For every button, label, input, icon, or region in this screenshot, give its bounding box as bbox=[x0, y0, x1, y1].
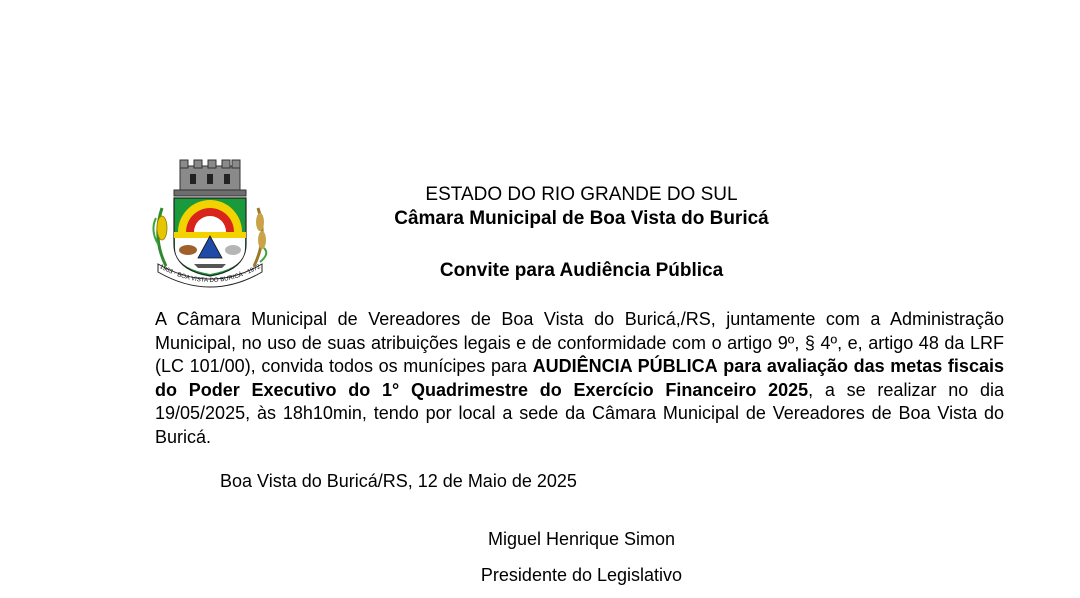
ribbon-text: 1963 · BOA VISTA DO BURICÁ · 1972 bbox=[158, 263, 262, 285]
body-bold-purpose: para avaliação das metas fiscais do Poder Executivo do 1° Quadrimestre do Exercício Financeiro 2025 bbox=[155, 356, 1004, 400]
shield-icon bbox=[174, 198, 246, 276]
document-title: Convite para Audiência Pública bbox=[439, 260, 724, 281]
chamber-name: Câmara Municipal de Boa Vista do Buricá bbox=[394, 208, 769, 229]
body-text-part-3: , a se realizar no dia 19/05/2025, às 18h10min, tendo por local a sede da Câmara Municipal de Vereadores de Boa Vista do Buricá. bbox=[155, 379, 1004, 447]
invitation-paragraph bbox=[155, 308, 1004, 450]
place-and-date: Boa Vista do Buricá/RS, 12 de Maio de 2025 bbox=[220, 471, 577, 491]
wheat-plant-icon bbox=[254, 208, 266, 266]
signer-name: Miguel Henrique Simon bbox=[487, 529, 676, 549]
body-text-part-1: A Câmara Municipal de Vereadores de Boa Vista do Buricá,/RS, juntamente com a Administração Municipal, no uso de suas atribuições legais e de conformidade com o artigo 9º, § 4º, e, artigo 48 da LRF (LC 101/00), convida todos os munícipes para bbox=[155, 309, 1004, 377]
municipal-coat-of-arms-icon bbox=[148, 158, 272, 290]
crown-tower-icon bbox=[174, 160, 246, 196]
corn-plant-icon bbox=[153, 208, 167, 266]
document-header bbox=[300, 183, 863, 231]
state-name: ESTADO DO RIO GRANDE DO SUL bbox=[425, 184, 738, 205]
signer-role: Presidente do Legislativo bbox=[480, 565, 683, 585]
body-bold-hearing: AUDIÊNCIA PÚBLICA bbox=[532, 356, 718, 377]
